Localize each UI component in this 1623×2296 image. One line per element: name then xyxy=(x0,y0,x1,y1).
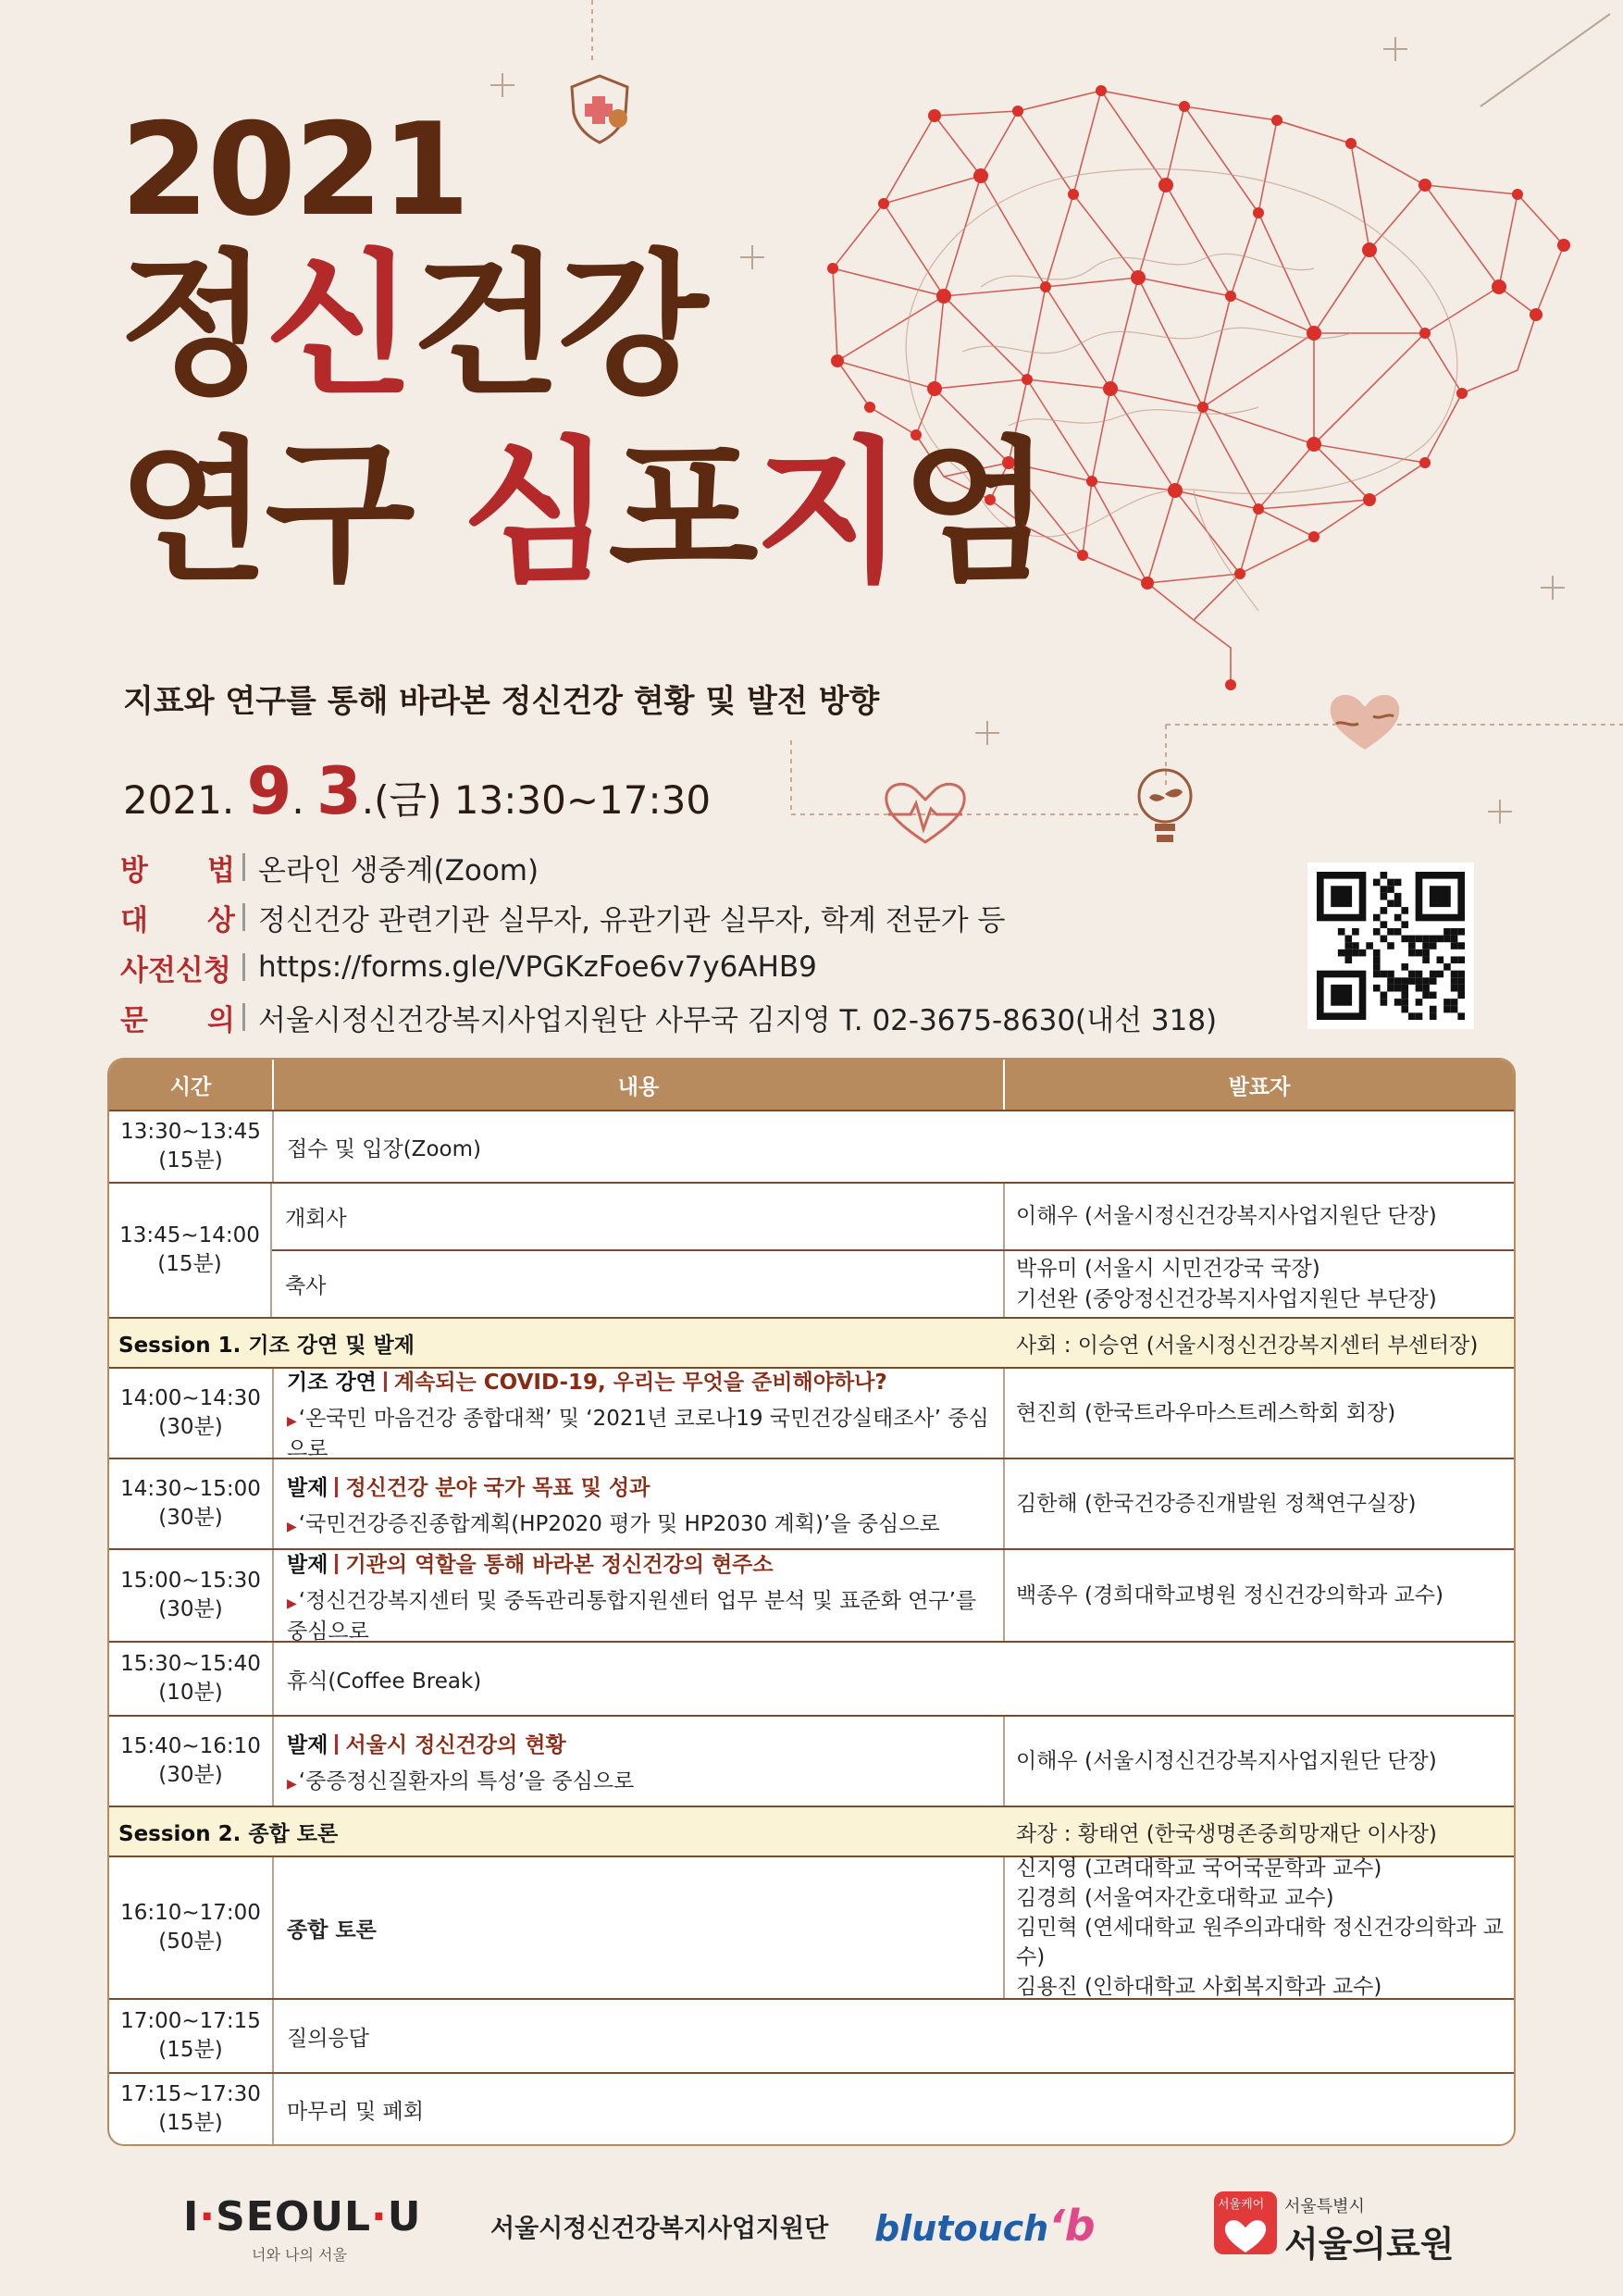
i-seoul-u-slogan: 너와 나의 서울 xyxy=(252,2246,347,2264)
qr-code-image xyxy=(1317,872,1465,1020)
time-cell: 15:40~16:10 (30분) xyxy=(109,1717,274,1806)
speaker-cell: 신지영 (고려대학교 국어국문학과 교수) 김경희 (서울여자간호대학교 교수) 김민혁 (연세대학교 원주의과대학 정신건강의학과 교수) 김용진 (인하대학교 사회복지학과 교수) xyxy=(1003,1857,1514,1998)
heartbeat-icon xyxy=(879,776,972,850)
info-label: 대 상 xyxy=(120,903,235,937)
title-char-accent: 지 xyxy=(754,422,901,603)
session-row xyxy=(109,1317,1514,1367)
table-row xyxy=(109,2072,1514,2144)
time-cell: 13:45~14:00 (15분) xyxy=(109,1184,272,1317)
column-header-speaker: 발표자 xyxy=(1228,1074,1291,1099)
table-row xyxy=(109,1367,1514,1461)
content-cell: 축사 xyxy=(285,1274,327,1298)
schedule-table xyxy=(107,1058,1516,2146)
speaker-cell: 백종우 (경희대학교병원 정신건강의학과 교수) xyxy=(1003,1550,1514,1641)
content-cell: 개회사 xyxy=(285,1207,347,1231)
lightbulb-icon xyxy=(1133,761,1197,853)
content-cell: 마무리 및 폐회 xyxy=(287,2099,424,2124)
topic-description: ▶‘정신건강복지센터 및 중독관리통합지원센터 업무 분석 및 표준화 연구’를 중심으로 xyxy=(287,1588,977,1644)
title-char: 엄 xyxy=(900,422,1048,603)
time-cell: 15:00~15:30 (30분) xyxy=(109,1550,274,1641)
content-cell: 종합 토론 xyxy=(287,1917,377,1942)
time-cell: 17:00~17:15 (15분) xyxy=(109,2000,274,2072)
session-chair: 좌장 : 황태연 (한국생명존중희망재단 이사장) xyxy=(1016,1821,1437,1846)
content-cell xyxy=(274,1459,1003,1548)
date-prefix: 2021. xyxy=(123,777,235,823)
event-info xyxy=(120,842,1217,1042)
title-char-accent: 심 xyxy=(462,422,609,603)
table-row xyxy=(109,1641,1514,1715)
divider xyxy=(242,903,245,931)
speaker-cell: 현진희 (한국트라우마스트레스학회 회장) xyxy=(1003,1369,1514,1458)
event-datetime xyxy=(123,753,712,829)
topic-title: 발제 서울시 정신건강의 현황 xyxy=(287,1733,566,1757)
column-header-time: 시간 xyxy=(109,1060,274,1110)
table-row xyxy=(109,1110,1514,1182)
qr-code[interactable] xyxy=(1307,863,1474,1029)
session-row xyxy=(109,1806,1514,1855)
info-row-contact xyxy=(120,992,1217,1042)
speaker-cell: 김한해 (한국건강증진개발원 정책연구실장) xyxy=(1003,1459,1514,1548)
seoul-medical-center-logo: 서울의료원 xyxy=(1284,2224,1455,2265)
seoul-medical-center-region: 서울특별시 xyxy=(1284,2197,1365,2216)
date-month: 9 xyxy=(246,753,292,829)
blutouch-logo: blutouchʻb xyxy=(874,2201,1096,2251)
sub-row xyxy=(272,1184,1514,1249)
info-value: 정신건강 관련기관 실무자, 유관기관 실무자, 학계 전문가 등 xyxy=(258,903,1006,937)
topic-description: ▶‘온국민 마음건강 종합대책’ 및 ‘2021년 코로나19 국민건강실태조사’ 중심으로 xyxy=(287,1406,989,1461)
split-cell xyxy=(272,1184,1514,1317)
info-row-method xyxy=(120,842,1217,892)
table-row xyxy=(109,1998,1514,2072)
info-label: 방 법 xyxy=(120,853,235,887)
time-cell: 14:30~15:00 (30분) xyxy=(109,1459,274,1548)
info-row-registration xyxy=(120,942,1217,992)
time-cell: 17:15~17:30 (15분) xyxy=(109,2074,274,2144)
title-year: 2021 xyxy=(120,95,469,244)
seoul-care-tag: 서울케어 xyxy=(1218,2198,1265,2212)
time-cell: 16:10~17:00 (50분) xyxy=(109,1857,274,1998)
i-seoul-u-logo: I·SEOUL·U xyxy=(183,2193,422,2240)
speaker-cell: 이해우 (서울시정신건강복지사업지원단 단장) xyxy=(1003,1717,1514,1806)
divider xyxy=(242,853,245,881)
title-char: 정 xyxy=(118,235,266,416)
topic-title: 발제 정신건강 분야 국가 목표 및 성과 xyxy=(287,1476,650,1500)
table-row xyxy=(109,1855,1514,1998)
shield-icon xyxy=(563,72,637,146)
title-line-1 xyxy=(118,235,705,416)
topic-description: ▶‘국민건강증진종합계획(HP2020 평가 및 HP2030 계획)’을 중심으로 xyxy=(287,1512,940,1536)
topic-description: ▶‘중증정신질환자의 특성’을 중심으로 xyxy=(287,1769,635,1793)
info-value: 서울시정신건강복지사업지원단 사무국 김지영 T. 02-3675-8630(내선 318) xyxy=(258,1003,1218,1037)
content-cell xyxy=(274,1550,1003,1644)
content-cell xyxy=(274,1717,1003,1806)
heart-hands-icon xyxy=(1323,683,1406,757)
date-dot: . xyxy=(291,777,304,823)
title-char: 포 xyxy=(608,422,755,603)
session-title: Session 2. 종합 토론 xyxy=(118,1821,339,1846)
sub-row xyxy=(272,1249,1514,1317)
date-day: 3 xyxy=(316,753,362,829)
info-row-target xyxy=(120,892,1217,942)
table-row xyxy=(109,1182,1514,1317)
title-char-accent: 신 xyxy=(265,235,412,416)
speaker-cell: 이해우 (서울시정신건강복지사업지원단 단장) xyxy=(1003,1184,1514,1249)
date-suffix: .(금) 13:30~17:30 xyxy=(361,777,712,823)
topic-title: 발제 기관의 역할을 통해 바라본 정신건강의 현주소 xyxy=(287,1552,774,1577)
time-cell: 14:00~14:30 (30분) xyxy=(109,1369,274,1458)
table-row xyxy=(109,1715,1514,1806)
session-chair: 사회 : 이승연 (서울시정신건강복지센터 부센터장) xyxy=(1016,1333,1479,1358)
column-header-content: 내용 xyxy=(274,1060,1005,1110)
divider xyxy=(242,1003,245,1031)
divider xyxy=(242,953,245,981)
content-cell: 접수 및 입장(Zoom) xyxy=(287,1136,481,1161)
title-char: 건강 xyxy=(411,235,705,416)
topic-title: 기조 강연 계속되는 COVID-19, 우리는 무엇을 준비해야하나? xyxy=(287,1370,887,1395)
info-value: 온라인 생중계(Zoom) xyxy=(258,853,539,887)
subtitle: 지표와 연구를 통해 바라본 정신건강 현황 및 발전 방향 xyxy=(123,683,880,720)
table-row xyxy=(109,1548,1514,1644)
speaker-cell: 박유미 (서울시 시민건강국 국장) 기선완 (중앙정신건강복지사업지원단 부단장) xyxy=(1003,1251,1514,1317)
content-cell: 질의응답 xyxy=(287,2026,369,2051)
content-cell xyxy=(274,1369,1003,1461)
table-header xyxy=(109,1060,1514,1110)
title-line-2 xyxy=(118,422,1048,603)
time-cell: 15:30~15:40 (10분) xyxy=(109,1643,274,1715)
title-char: 연구 xyxy=(118,422,463,603)
table-row xyxy=(109,1458,1514,1548)
support-center-logo: 서울시정신건강복지사업지원단 xyxy=(490,2215,829,2243)
session-title: Session 1. 기조 강연 및 발제 xyxy=(118,1333,415,1358)
registration-link[interactable]: https://forms.gle/VPGKzFoe6v7y6AHB9 xyxy=(258,950,817,984)
content-cell: 휴식(Coffee Break) xyxy=(287,1669,482,1694)
info-label: 사전신청 xyxy=(120,953,231,987)
time-cell: 13:30~13:45 (15분) xyxy=(109,1111,274,1182)
info-label: 문 의 xyxy=(120,1003,235,1037)
